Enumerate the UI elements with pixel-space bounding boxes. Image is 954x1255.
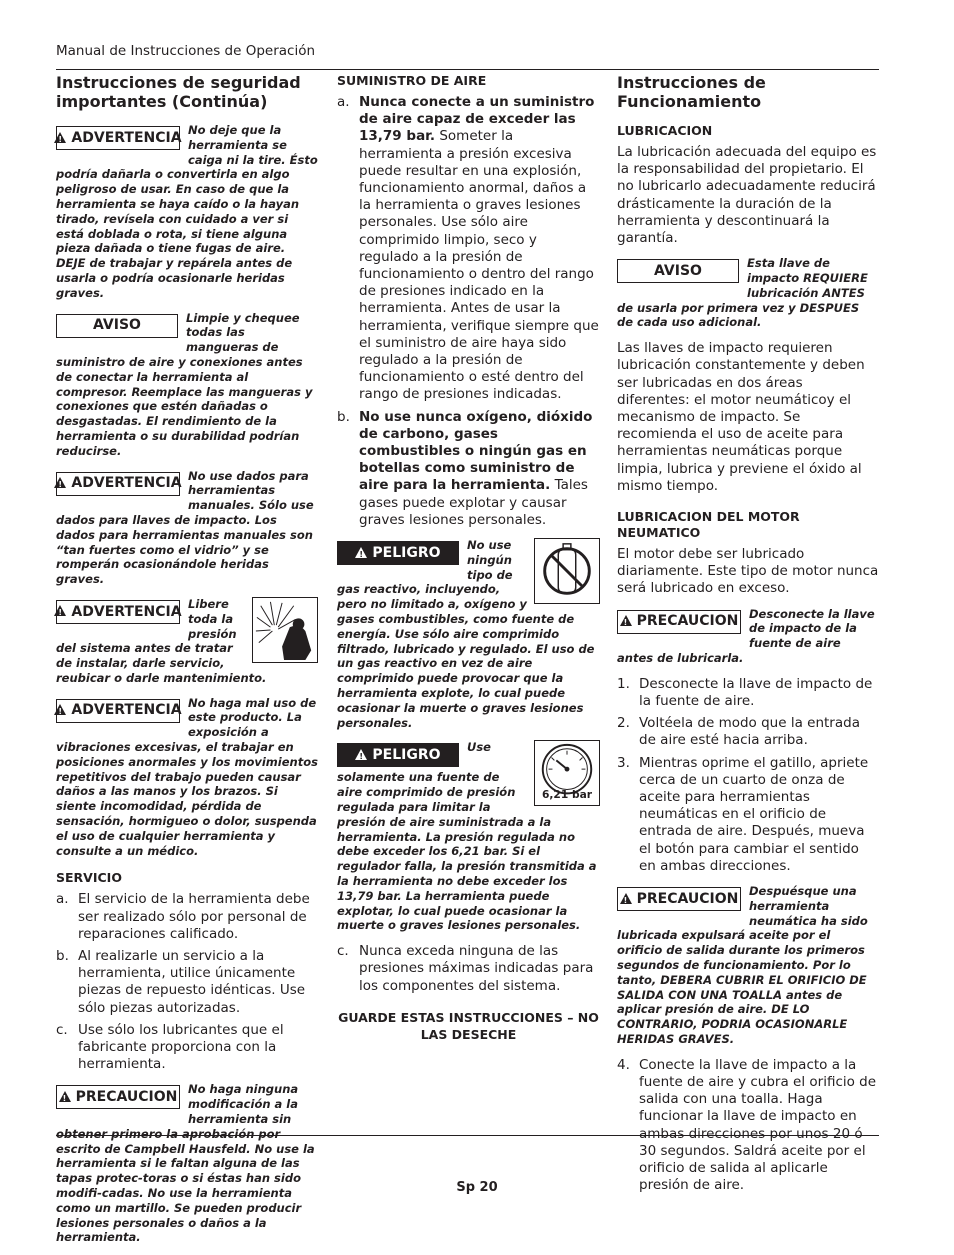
list-item: a. Nunca conecte a un suministro de aire capaz de exceder las 13,79 bar. Someter la herramienta a presión excesiva puede resultar en una explosión, funcionamiento anormal, daños a la herramienta o graves lesiones personales. Use sólo aire comprimido limpio, seco y regulado a la presión de funcionamiento o dentro del rango de presiones indicado en la herramienta. Antes de usar la herramienta, verifique siempre que el suministro de aire haya sido regulado a la presión de funcionamiento o esté dentro del rango de presiones indicadas.	[337, 94, 599, 403]
servicio-list	[56, 891, 318, 1073]
advertencia-badge: ! ADVERTENCIA	[56, 600, 180, 624]
caution-disconnect: ! PRECAUCION Desconecte la llave de impacto de la fuente de aire antes de lubricarla.	[617, 607, 879, 666]
warning-triangle-icon	[54, 132, 66, 143]
warning-triangle-icon	[355, 547, 367, 558]
list-item: b. No use nunca oxígeno, dióxido de carbono, gases combustibles o ningún gas en botellas como suministro de aire para la herramienta. Tales gases puede explotar y causar graves lesiones personales.	[337, 408, 593, 528]
lubricacion-areas-paragraph: Las llaves de impacto requieren lubricación constantemente y deben ser lubricadas en dos áreas diferentes: el motor neumáticoy el mecanismo de impacto. Se recomienda el uso de aceite para herramientas neumáticas porque limpia, lubrica y previene el óxido al mismo tiempo.	[617, 340, 865, 494]
list-item: c. Nunca exceda ninguna de las presiones máximas indicadas para los componentes del sistema.	[337, 943, 594, 994]
burst-hazard-icon	[252, 597, 318, 663]
warning-triangle-icon	[54, 477, 66, 488]
warning-triangle-icon	[355, 749, 367, 760]
list-item: 4. Conecte la llave de impacto a la fuente de aire y cubra el orificio de salida con una toalla. Haga funcionar la llave de impacto en ambas direcciones por unos 20 ó 30 segundos. Saldrá aceite por el orificio de salida al aplicarle presión de aire.	[617, 1056, 877, 1194]
warning-triangle-icon	[620, 615, 632, 626]
danger-reactive-gas: ! PELIGRO No use ningún tipo de gas reactivo, incluyendo, pero no limitado a, oxígeno y gases combustibles, como fuente de energía. Use sólo aire comprimido filtrado, lubricado y regulado. El uso de un gas reactivo en vez de aire comprimido puede provocar que la herramienta explote, lo cual puede ocasionar la muerte o graves lesiones personales.	[337, 538, 600, 730]
list-item: 2. Voltéela de modo que la entrada de aire esté hacia arriba.	[617, 715, 860, 749]
warning-triangle-icon	[54, 704, 66, 715]
suministro-list	[337, 94, 600, 529]
pressure-gauge-icon	[534, 740, 600, 806]
caution-oil-expulsion: ! PRECAUCION Despuésque una herramienta neumática ha sido lubricada expulsará aceite por el orificio de salida durante los primeros segundos de funcionamiento. Por lo tanto, DEBERA CUBRIR EL ORIFICIO DE SALIDA CON UNA TOALLA antes de aplicar presión de aire. DE LO CONTRARIO, PODRIA OCASIONARLE HERIDAS GRAVES.	[617, 884, 879, 1047]
lubricacion-title: LUBRICACION	[617, 123, 713, 138]
gauge-label: 6,21 bar	[541, 788, 593, 802]
column-left	[56, 73, 318, 1255]
advertencia-badge: ! ADVERTENCIA	[56, 699, 180, 723]
suministro-list-c	[337, 943, 600, 995]
servicio-title: SERVICIO	[56, 870, 122, 886]
precaucion-badge: ! PRECAUCION	[617, 887, 741, 911]
list-item: c. Use sólo los lubricantes que el fabricante proporciona con la herramienta.	[56, 1021, 284, 1073]
warning-release-pressure: ! ADVERTENCIA Libere toda la presión del sistema antes de tratar de instalar, darle servicio, reubicar o darle mantenimiento.	[56, 597, 318, 686]
warning-triangle-icon	[620, 893, 632, 904]
warning-drop-tool: ! ADVERTENCIA No deje que la herramienta se caiga ni la tire. Ésto podría dañarla o convertirla en algo peligroso de usar. En caso de que la herramienta se haya caído o la hayan tirado, revísela con cuidado a ver si está doblada o rota, si tiene alguna pieza dañada o tiene fugas de aire. DEJE de trabajar y repárela antes de usarla o podría ocasionarle heridas graves.	[56, 123, 318, 301]
lubricacion-paragraph: La lubricación adecuada del equipo es la responsabilidad del propietario. El no lubricarlo adecuadamente reducirá drásticamente la duración de la herramienta y descontinuará la garantía.	[617, 144, 877, 247]
peligro-badge: ! PELIGRO	[337, 541, 459, 565]
peligro-badge: ! PELIGRO	[337, 743, 459, 767]
advertencia-badge: ! ADVERTENCIA	[56, 472, 180, 496]
precaucion-badge: ! PRECAUCION	[56, 1085, 180, 1109]
precaucion-badge: ! PRECAUCION	[617, 610, 741, 634]
caution-modification: ! PRECAUCION No haga ninguna modificación a la herramienta sin obtener primero la aprobación por escrito de Campbell Hausfeld. No use la herramienta si le faltan alguna de las tapas protec-toras o si éstas han sido modifi-cadas. No use la herramienta como un martillo. Se pueden producir lesiones personales o daños a la herramienta.	[56, 1082, 318, 1245]
page-number: Sp 20	[456, 1180, 498, 1195]
notice-lubrication-required: AVISO Esta llave de impacto REQUIERE lubricación ANTES de usarla por primera vez y DESPUES de cada uso adicional.	[617, 256, 868, 330]
list-item: 3. Mientras oprime el gatillo, apriete cerca de un cuarto de onza de aceite para herramientas neumáticas en el orificio de entrada de aire. Después, mueva el botón para cambiar el sentido en ambas direcciones.	[617, 754, 869, 874]
aviso-badge: AVISO	[617, 259, 739, 283]
notice-hoses: AVISO Limpie y chequee todas las mangueras de suministro de aire y conexiones antes de conectar la herramienta al compresor. Reemplace las mangueras y conexiones que estén dañadas o desgastadas. El rendimiento de la herramienta o su durabilidad podrían reducirse.	[56, 310, 313, 458]
list-item: a. El servicio de la herramienta debe ser realizado sólo por personal de reparaciones calificado.	[56, 891, 310, 942]
section-heading: Instrucciones de Funcionamiento	[617, 73, 766, 111]
advertencia-badge: ! ADVERTENCIA	[56, 126, 180, 150]
suministro-title: SUMINISTRO DE AIRE	[337, 73, 487, 88]
warning-misuse: ! ADVERTENCIA No haga mal uso de este producto. La exposición a vibraciones excesivas, el trabajar en posiciones anormales y los movimientos repetitivos del trabajo pueden causar daños a las manos y los brazos. Si siente incomodidad, pérdida de sensación, hormigueo o dolor, suspenda el uso de cualquier herramienta y consulte a un médico.	[56, 696, 318, 859]
no-gas-cylinder-icon	[534, 538, 600, 604]
warning-triangle-icon	[59, 1091, 71, 1102]
list-item: 1. Desconecte la llave de impacto de la fuente de aire.	[617, 675, 873, 710]
list-item: b. Al realizarle un servicio a la herramienta, utilice únicamente piezas de repuesto idénticas. Use sólo piezas autorizadas.	[56, 948, 306, 1016]
aviso-badge: AVISO	[56, 314, 178, 338]
keep-instructions-notice: GUARDE ESTAS INSTRUCCIONES – NO LAS DESECHE	[338, 1009, 599, 1042]
lubrication-steps-cont	[617, 1057, 879, 1195]
warning-sockets: ! ADVERTENCIA No use dados para herramientas manuales. Sólo use dados para llaves de impacto. Los dados para herramientas manuales son “tan fuertes como el vidrio” y se romperán ocasionándole heridas graves.	[56, 469, 318, 587]
danger-regulated-pressure: 6,21 bar ! PELIGRO Use solamente una fuente de aire comprimido de presión regulada para limitar la presión de aire suministrada a la herramienta. La presión regulada no debe exceder los 6,21 bar. Si el regulador falla, la presión transmitida a la herramienta no debe exceder los 13,79 bar. La herramienta puede explotar, lo cual puede ocasionar la muerte o graves lesiones personales.	[337, 740, 600, 933]
top-rule	[56, 69, 879, 70]
motor-title: LUBRICACION DEL MOTOR NEUMATICO	[617, 509, 800, 541]
column-right	[617, 73, 879, 1203]
manual-header: Manual de Instrucciones de Operación	[56, 43, 316, 59]
column-middle	[337, 73, 600, 1043]
lubrication-steps	[617, 676, 879, 875]
section-heading: Instrucciones de seguridad importantes (Continúa)	[56, 73, 301, 111]
warning-triangle-icon	[54, 605, 66, 616]
motor-paragraph: El motor debe ser lubricado diariamente. Este tipo de motor nunca será lubricado en exceso.	[617, 546, 879, 597]
